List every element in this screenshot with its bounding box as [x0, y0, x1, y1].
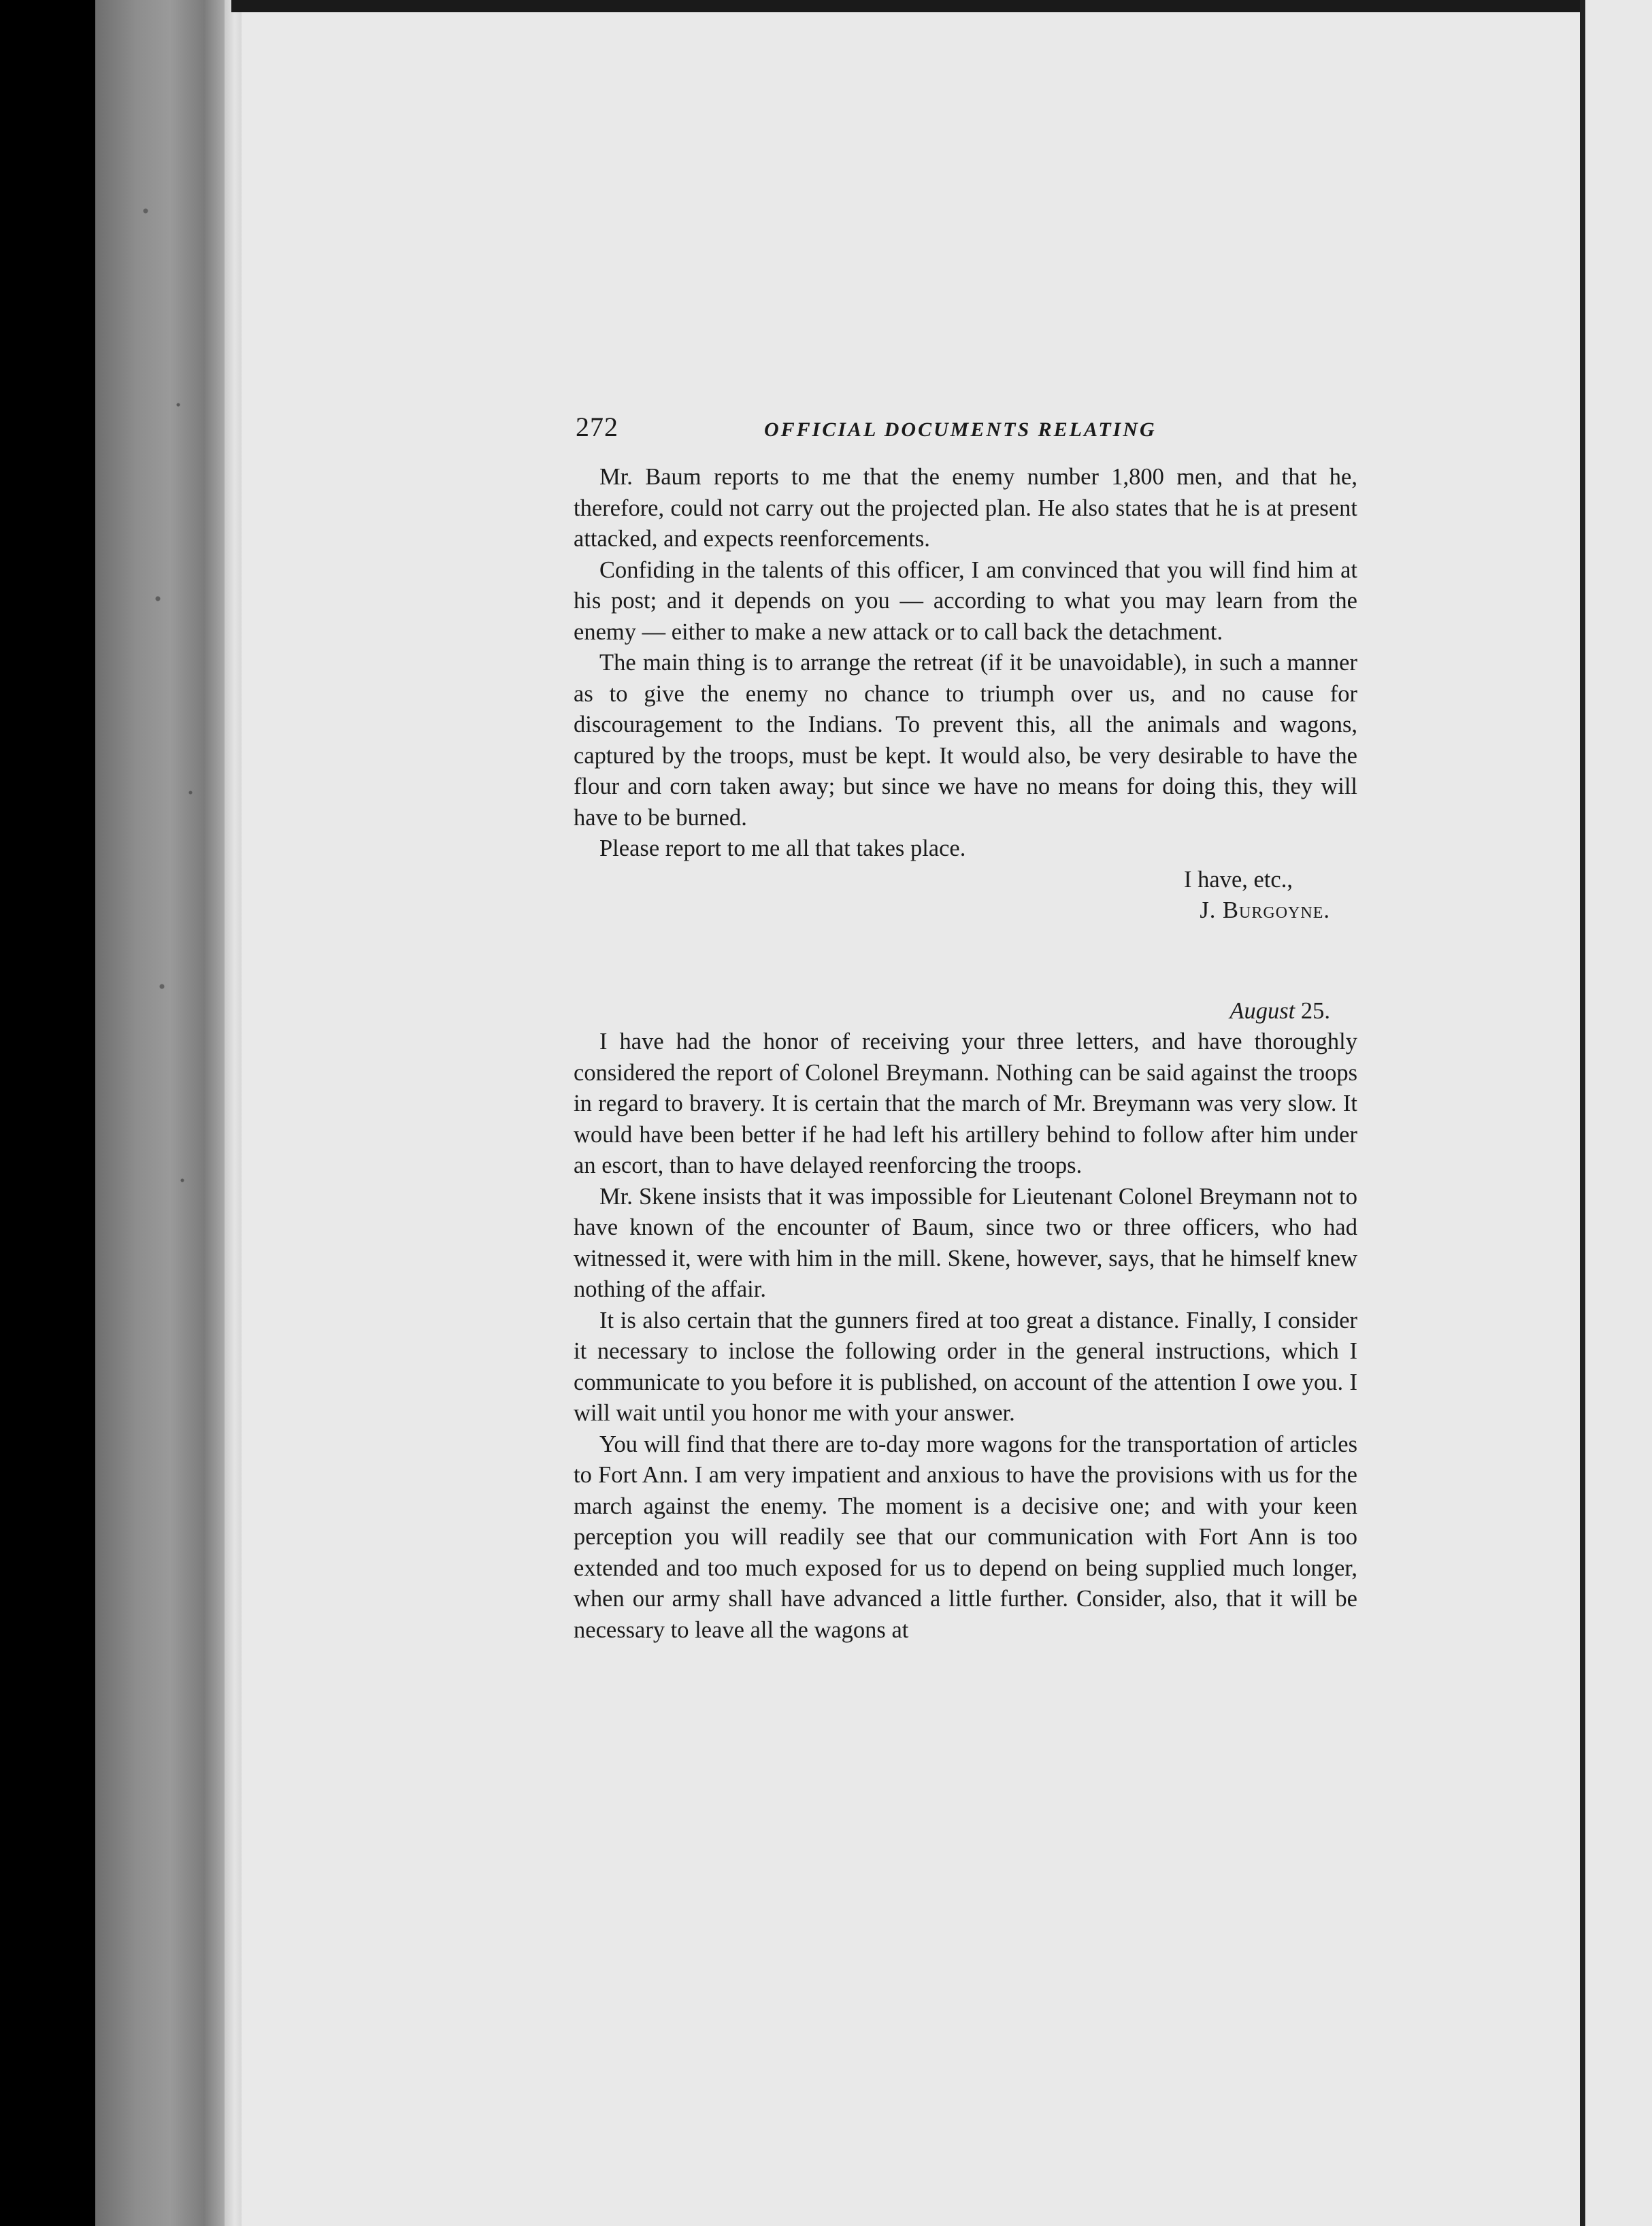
date-day: 25. [1300, 997, 1330, 1024]
signature-name: Burgoyne. [1223, 897, 1330, 923]
letter-2 [574, 996, 1357, 1646]
top-shadow [231, 0, 1585, 12]
paragraph: Please report to me all that takes place. [599, 835, 966, 861]
paragraph: Mr. Skene insists that it was impossible for Lieutenant Colonel Breymann not to have known of the encounter of Baum, since two or three officers, who had witnessed it, were with him in the mill. Skene, however, says, that he himself knew nothing of the affair. [574, 1183, 1357, 1302]
facing-page-edge [1585, 0, 1652, 2226]
letter-1 [574, 462, 1357, 927]
page-text-block [574, 412, 1357, 1646]
paragraph: I have had the honor of receiving your three letters, and have thoroughly considered the report of Colonel Breymann. Nothing can be said against the troops in regard to bravery. It is certain that the march of Mr. Breymann was very slow. It would have been better if he had left his artillery behind to follow after him under an escort, than to have delayed reenforcing the troops. [574, 1029, 1357, 1178]
paragraph: Confiding in the talents of this officer, I am convinced that you will find him at his post; and it depends on you — according to what you may learn from the enemy — either to make a new attack or to call back the detachment. [574, 556, 1357, 645]
running-head [574, 412, 1357, 452]
paragraph: Mr. Baum reports to me that the enemy number 1,800 men, and that he, therefore, could not carry out the projected plan. He also states that he is at present attacked, and expects reenforcements. [574, 464, 1357, 552]
date-month: August [1229, 997, 1295, 1024]
paragraph: You will find that there are to-day more wagons for the transportation of articles to Fort Ann. I am very impatient and anxious to have the provisions with us for the march against the enemy. The moment is a decisive one; and with your keen perception you will readily see that our communication with Fort Ann is too extended and too much exposed for us to depend on being supplied much longer, when our army shall have advanced a little further. Consider, also, that it will be necessary to leave all the wagons at [574, 1431, 1357, 1643]
closing-line: I have, etc., [1184, 866, 1293, 893]
running-title: OFFICIAL DOCUMENTS RELATING [764, 418, 1157, 441]
paragraph: The main thing is to arrange the retreat (if it be unavoidable), in such a manner as to give the enemy no chance to triumph over us, and no cause for discouragement to the Indians. To prevent this, all the animals and wagons, captured by the troops, must be kept. It would also, be very desirable to have the flour and corn taken away; but since we have no means for doing this, they will have to be burned. [574, 650, 1357, 831]
book-edge-speckle [129, 82, 211, 1374]
paragraph: It is also certain that the gunners fired at too great a distance. Finally, I consider it necessary to inclose the following order in the general instructions, which I communicate to you before it is published, on account of the attention I owe you. I will wait until you honor me with your answer. [574, 1307, 1357, 1426]
letter-date [574, 996, 1357, 1027]
signature [574, 895, 1357, 927]
signature-initial: J. [1200, 897, 1217, 923]
page-number: 272 [576, 412, 618, 442]
gutter-shadow [1580, 0, 1585, 2226]
